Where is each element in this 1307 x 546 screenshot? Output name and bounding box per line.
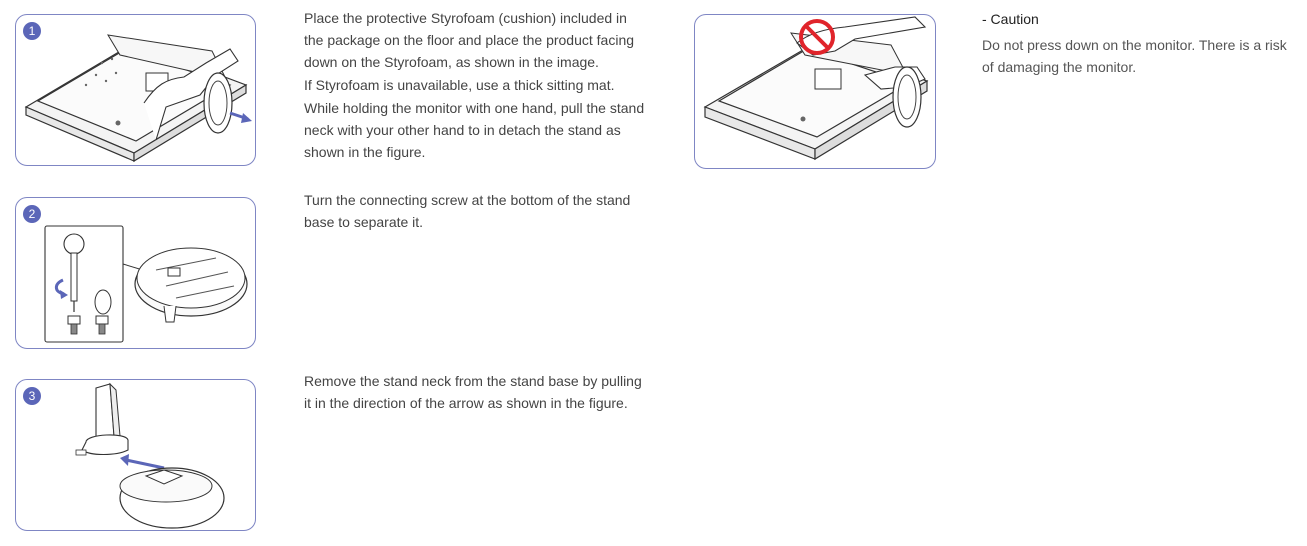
step-number-badge: 2 (23, 205, 41, 223)
stand-neck-removal-illustration (16, 380, 256, 531)
caution-heading: - Caution (982, 11, 1039, 27)
step-number-badge: 3 (23, 387, 41, 405)
monitor-on-styrofoam-illustration (16, 15, 256, 166)
caution-message: Do not press down on the monitor. There is a risk of damaging the monitor. (982, 37, 1287, 75)
step-3-paragraph-1: Remove the stand neck from the stand base by pulling it in the direction of the arrow as shown in the figure. (304, 373, 642, 411)
step-2-instructions (304, 189, 649, 234)
step-1-paragraph-1: Place the protective Styrofoam (cushion) included in the package on the floor and place the product facing down on the Styrofoam, as shown in the image. (304, 10, 635, 70)
step-number-badge: 1 (23, 22, 41, 40)
step-3-illustration-panel (15, 379, 256, 531)
step-1-paragraph-3: While holding the monitor with one hand, pull the stand neck with your other hand to in detach the stand as shown in the figure. (304, 100, 645, 160)
caution-illustration-panel (694, 14, 936, 169)
step-1-instructions (304, 7, 649, 164)
do-not-press-illustration (695, 15, 936, 169)
step-1-illustration-panel (15, 14, 256, 166)
step-3-instructions (304, 370, 649, 415)
screw-removal-illustration (16, 198, 256, 349)
step-1-paragraph-2: If Styrofoam is unavailable, use a thick sitting mat. (304, 77, 615, 93)
step-2-illustration-panel (15, 197, 256, 349)
step-2-paragraph-1: Turn the connecting screw at the bottom of the stand base to separate it. (304, 192, 631, 230)
